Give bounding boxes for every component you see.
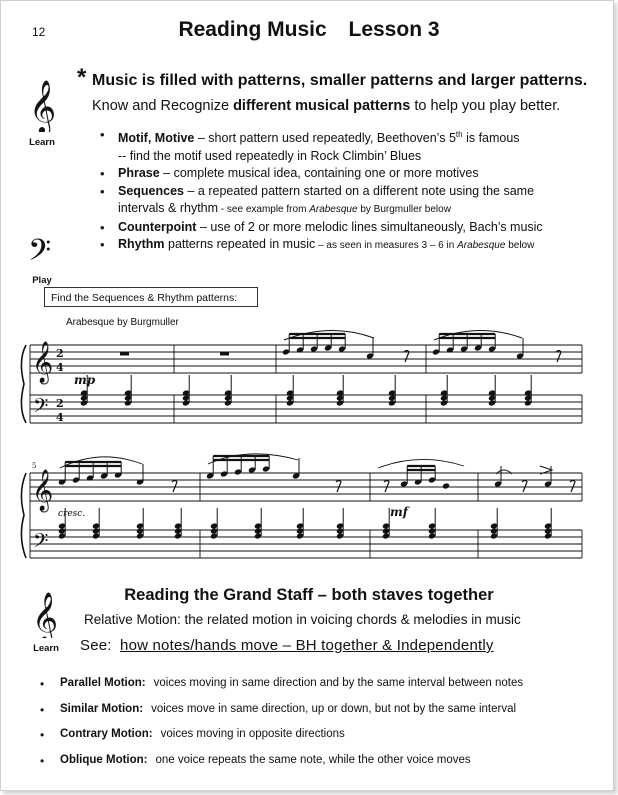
rhythm-small: – as seen in measures 3 – 6 in bbox=[315, 240, 458, 252]
sequences-cont-small-post: by Burgmuller below bbox=[357, 204, 451, 216]
sequences-cont-em: Arabesque bbox=[309, 204, 358, 216]
intro-subline-post: to help you play better. bbox=[410, 98, 561, 114]
sequences-cont-small: - see example from bbox=[218, 204, 310, 216]
motif-sup: th bbox=[455, 130, 463, 139]
motion-text: voices move in same direction, up or down, but not by the same interval bbox=[151, 702, 517, 715]
phrase-text: – complete musical idea, containing one or more motives bbox=[159, 166, 479, 181]
eighth-rest bbox=[570, 481, 575, 493]
learn-label-2: Learn bbox=[33, 643, 59, 654]
play-label: Play bbox=[32, 275, 52, 286]
system1-treble-staff bbox=[30, 345, 582, 373]
rhythm-small-post: below bbox=[505, 240, 535, 252]
system1-bass-staff bbox=[30, 395, 582, 423]
rhythm-em: Arabesque bbox=[457, 240, 506, 252]
time-top-treble: 2 bbox=[56, 347, 64, 360]
measure-number: 5 bbox=[32, 462, 37, 470]
score-instruction-box: Find the Sequences & Rhythm patterns: bbox=[44, 287, 258, 307]
motion-item-contrary bbox=[40, 728, 600, 754]
bass-clef-1: 𝄢 bbox=[33, 394, 49, 422]
asterisk-mark: * bbox=[77, 64, 87, 91]
motion-term: Contrary Motion: bbox=[60, 728, 153, 740]
term-phrase: Phrase bbox=[118, 166, 160, 181]
piece-title: Arabesque by Burgmuller bbox=[66, 317, 179, 328]
bass-clef-2: 𝄢 bbox=[33, 529, 49, 557]
rhythm-text: patterns repeated in music bbox=[164, 237, 316, 252]
see-line bbox=[80, 637, 494, 654]
title-lesson: Lesson 3 bbox=[348, 18, 440, 41]
system2-treble-staff bbox=[30, 473, 582, 501]
dynamic-mf: mf bbox=[390, 505, 408, 519]
treble-clef-2: 𝄞 bbox=[32, 470, 54, 511]
svg-text:𝄢: 𝄢 bbox=[28, 236, 52, 270]
section2-heading: Reading the Grand Staff – both staves together bbox=[124, 586, 494, 604]
dynamic-cresc: cresc. bbox=[58, 509, 86, 519]
svg-text:𝄞: 𝄞 bbox=[29, 79, 57, 132]
sequences-text: – a repeated pattern started on a different note using the same bbox=[184, 183, 535, 198]
motif-text: – short pattern used repeatedly, Beethoven’s 5 bbox=[194, 131, 456, 146]
learn-label: Learn bbox=[29, 137, 55, 148]
dynamic-mp: mp bbox=[74, 373, 96, 387]
motion-text: one voice repeats the same note, while the other voice moves bbox=[155, 753, 471, 766]
motion-term: Oblique Motion: bbox=[60, 753, 148, 766]
note-head bbox=[442, 482, 450, 489]
eighth-rest bbox=[336, 481, 341, 493]
term-counterpoint: Counterpoint bbox=[118, 219, 197, 234]
term-rhythm: Rhythm bbox=[118, 237, 165, 252]
intro-subline-pre: Know and Recognize bbox=[92, 98, 234, 114]
intro-headline: Music is filled with patterns, smaller patterns and larger patterns. bbox=[92, 72, 588, 89]
treble-clef-1: 𝄞 bbox=[32, 342, 54, 383]
title-main: Reading Music bbox=[178, 18, 327, 41]
relative-motion-text: Relative Motion: the related motion in voicing chords & melodies in music bbox=[84, 612, 521, 627]
motion-item-oblique bbox=[40, 754, 600, 780]
eighth-rest bbox=[522, 481, 527, 493]
term-motif: Motif, Motive bbox=[118, 131, 195, 146]
time-top-bass: 2 bbox=[56, 397, 64, 410]
motion-item-parallel bbox=[40, 677, 600, 703]
term-sequences: Sequences bbox=[118, 183, 185, 198]
motion-list bbox=[40, 677, 600, 779]
svg-text:𝄞: 𝄞 bbox=[32, 592, 59, 638]
time-bottom-treble: 4 bbox=[56, 361, 64, 374]
score-notes bbox=[58, 334, 575, 540]
motion-item-similar bbox=[40, 703, 600, 729]
motion-term: Parallel Motion: bbox=[60, 677, 146, 689]
intro-subline-bold: different musical patterns bbox=[233, 98, 411, 114]
counterpoint-text: – use of 2 or more melodic lines simultaneously, Bach’s music bbox=[196, 219, 543, 234]
eighth-rest bbox=[384, 481, 389, 493]
system2-bass-staff bbox=[30, 530, 582, 558]
time-bottom-bass: 4 bbox=[56, 411, 64, 424]
sequences-cont-text: intervals & rhythm bbox=[118, 201, 219, 216]
motion-text: voices moving in same direction and by the same interval between notes bbox=[153, 677, 524, 689]
see-label: See: bbox=[80, 637, 117, 654]
page-number: 12 bbox=[32, 25, 46, 39]
motion-term: Similar Motion: bbox=[60, 702, 144, 715]
motion-text: voices moving in opposite directions bbox=[160, 728, 345, 740]
list-item-motif-cont: -- find the motif used repeatedly in Rock Climbin’ Blues bbox=[118, 148, 422, 163]
eighth-rest bbox=[172, 481, 177, 493]
see-link[interactable]: how notes/hands move – BH together & Independently bbox=[120, 637, 494, 654]
motif-text-post: is famous bbox=[462, 131, 520, 146]
